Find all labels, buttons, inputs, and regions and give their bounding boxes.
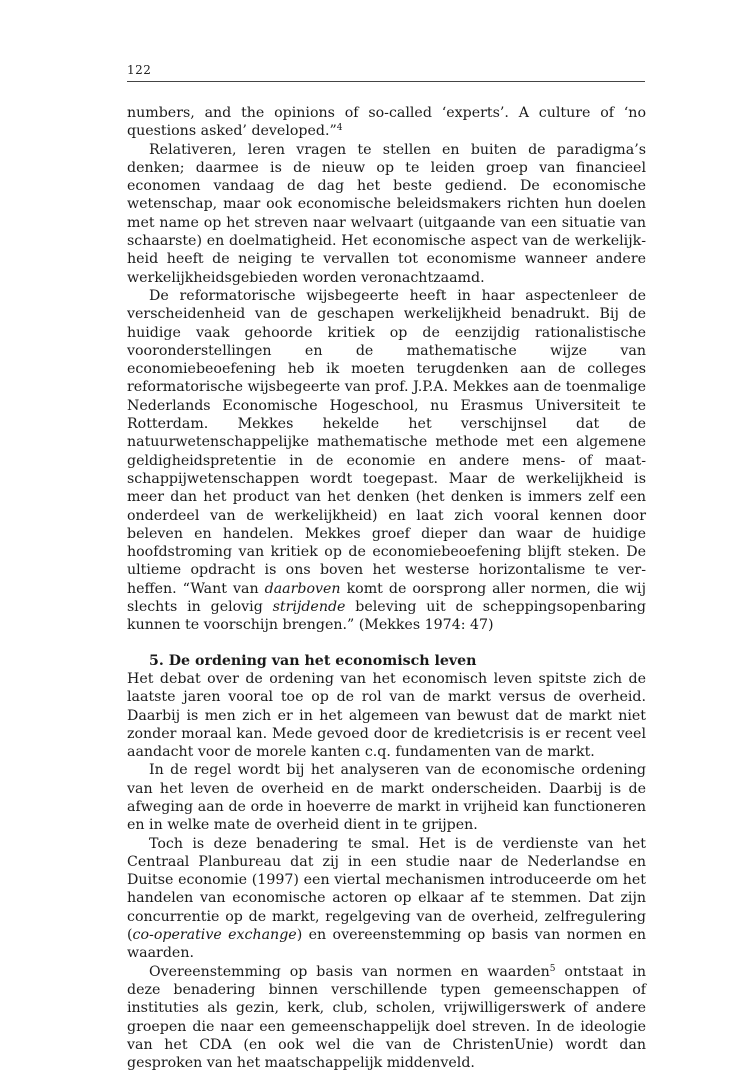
- body-text: [127, 104, 646, 1072]
- paragraph-reformatorische: De reformatorische wijsbegeerte heeft in haar aspectenleer de verscheidenheid van de geschapen werkelijkheid benadrukt. Bij de huidige vaak gehoorde kritiek op de eenzijdig rationalistische vooronderstellingen en de mathematische wijze van economiebeoefening heb ik moeten terugdenken aan de colleges reformatorische wijsbegeerte van prof. J.P.A. Mekkes aan de toenmalige Nederlands Economische Hogeschool, nu Erasmus Universiteit te Rotterdam. Mekkes hekelde het verschijnsel dat de natuurwetenschappelijke mathematische methode met een algemene geldigheidspretentie in de economie en andere mens- of maatschappijwetenschappen wordt toegepast. Maar de werkelijkheid is meer dan het product van het denken (het denken is immers zelf een onderdeel van de werkelijkheid) en laat zich vooral kennen door beleven en handelen. Mekkes groef dieper dan waar de huidige hoofdstroming van kritiek op de economiebeoefening blijft steken. De ultieme opdracht is ons boven het westerse horizontalisme te verheffen. “Want van daarboven komt de oorsprong aller normen, die wij slechts in gelovig strijdende beleving uit de scheppingsopenbaring kunnen te voorschijn brengen.” (Mekkes 1974: 47): [127, 287, 646, 634]
- paragraph-relativeren: Relativeren, leren vragen te stellen en buiten de paradigma’s denken; daarmee is de nieuw op te leiden groep van financieel economen vandaag de dag het beste gediend. De economische wetenschap, maar ook economische beleidsmakers richten hun doelen met name op het streven naar welvaart (uitgaande van een situatie van schaarste) en doelmatigheid. Het economische aspect van de werkelijkheid heeft de neiging te vervallen tot economisme wanneer andere werkelijkheidsgebieden worden veronachtzaamd.: [127, 141, 646, 286]
- paragraph-quote-end: numbers, and the opinions of so-called ‘experts’. A culture of ‘no questions asked’ developed.”$^4$: [127, 105, 646, 140]
- paragraph-regel: In de regel wordt bij het analyseren van de economische ordening van het leven de overheid en de markt onderscheiden. Daarbij is de afweging aan de orde in hoeverre de markt in vrijheid kan functioneren en in welke mate de overheid dient in te grijpen.: [127, 762, 646, 834]
- italic-term: co-operative exchange: [132, 927, 297, 944]
- paragraph-toch: Toch is deze benadering te smal. Het is de verdienste van het Centraal Planbureau dat zij in een studie naar de Nederlandse en Duitse economie (1997) een viertal mechanismen introduceerde om het handelen van economische actoren op elkaar af te stemmen. Dat zijn concurrentie op de markt, regelgeving van de overheid, zelfregulering (co-operative exchange) en overeenstemming op basis van normen en waarden.: [127, 835, 646, 962]
- page-number: 122: [127, 63, 152, 77]
- paragraph-debat: Het debat over de ordening van het economisch leven spitste zich de laatste jaren vooral toe op de rol van de markt versus de overheid. Daarbij is men zich er in het algemeen van bewust dat de markt niet zonder moraal kan. Mede gevoed door de kredietcrisis is er recent veel aandacht voor de morele kanten c.q. fundamenten van de markt.: [127, 670, 646, 761]
- header-rule: [127, 81, 645, 82]
- paragraph-overeenstemming: Overeenstemming op basis van normen en waarden$^5$ ontstaat in deze benadering binnen verschillende typen gemeenschappen of instituties als gezin, kerk, club, scholen, vrijwilligerswerk of andere groepen die naar een gemeenschappelijk doel streven. In de ideologie van het CDA (en ook wel die van de ChristenUnie) wordt dan gesproken van het maatschappelijk middenveld.: [127, 963, 646, 1072]
- italic-term: strijdende: [272, 599, 346, 616]
- italic-term: daarboven: [264, 580, 341, 597]
- footnote-marker[interactable]: 4: [336, 123, 343, 134]
- section-heading: 5. De ordening van het economisch leven: [149, 652, 477, 669]
- footnote-marker[interactable]: 5: [549, 963, 556, 974]
